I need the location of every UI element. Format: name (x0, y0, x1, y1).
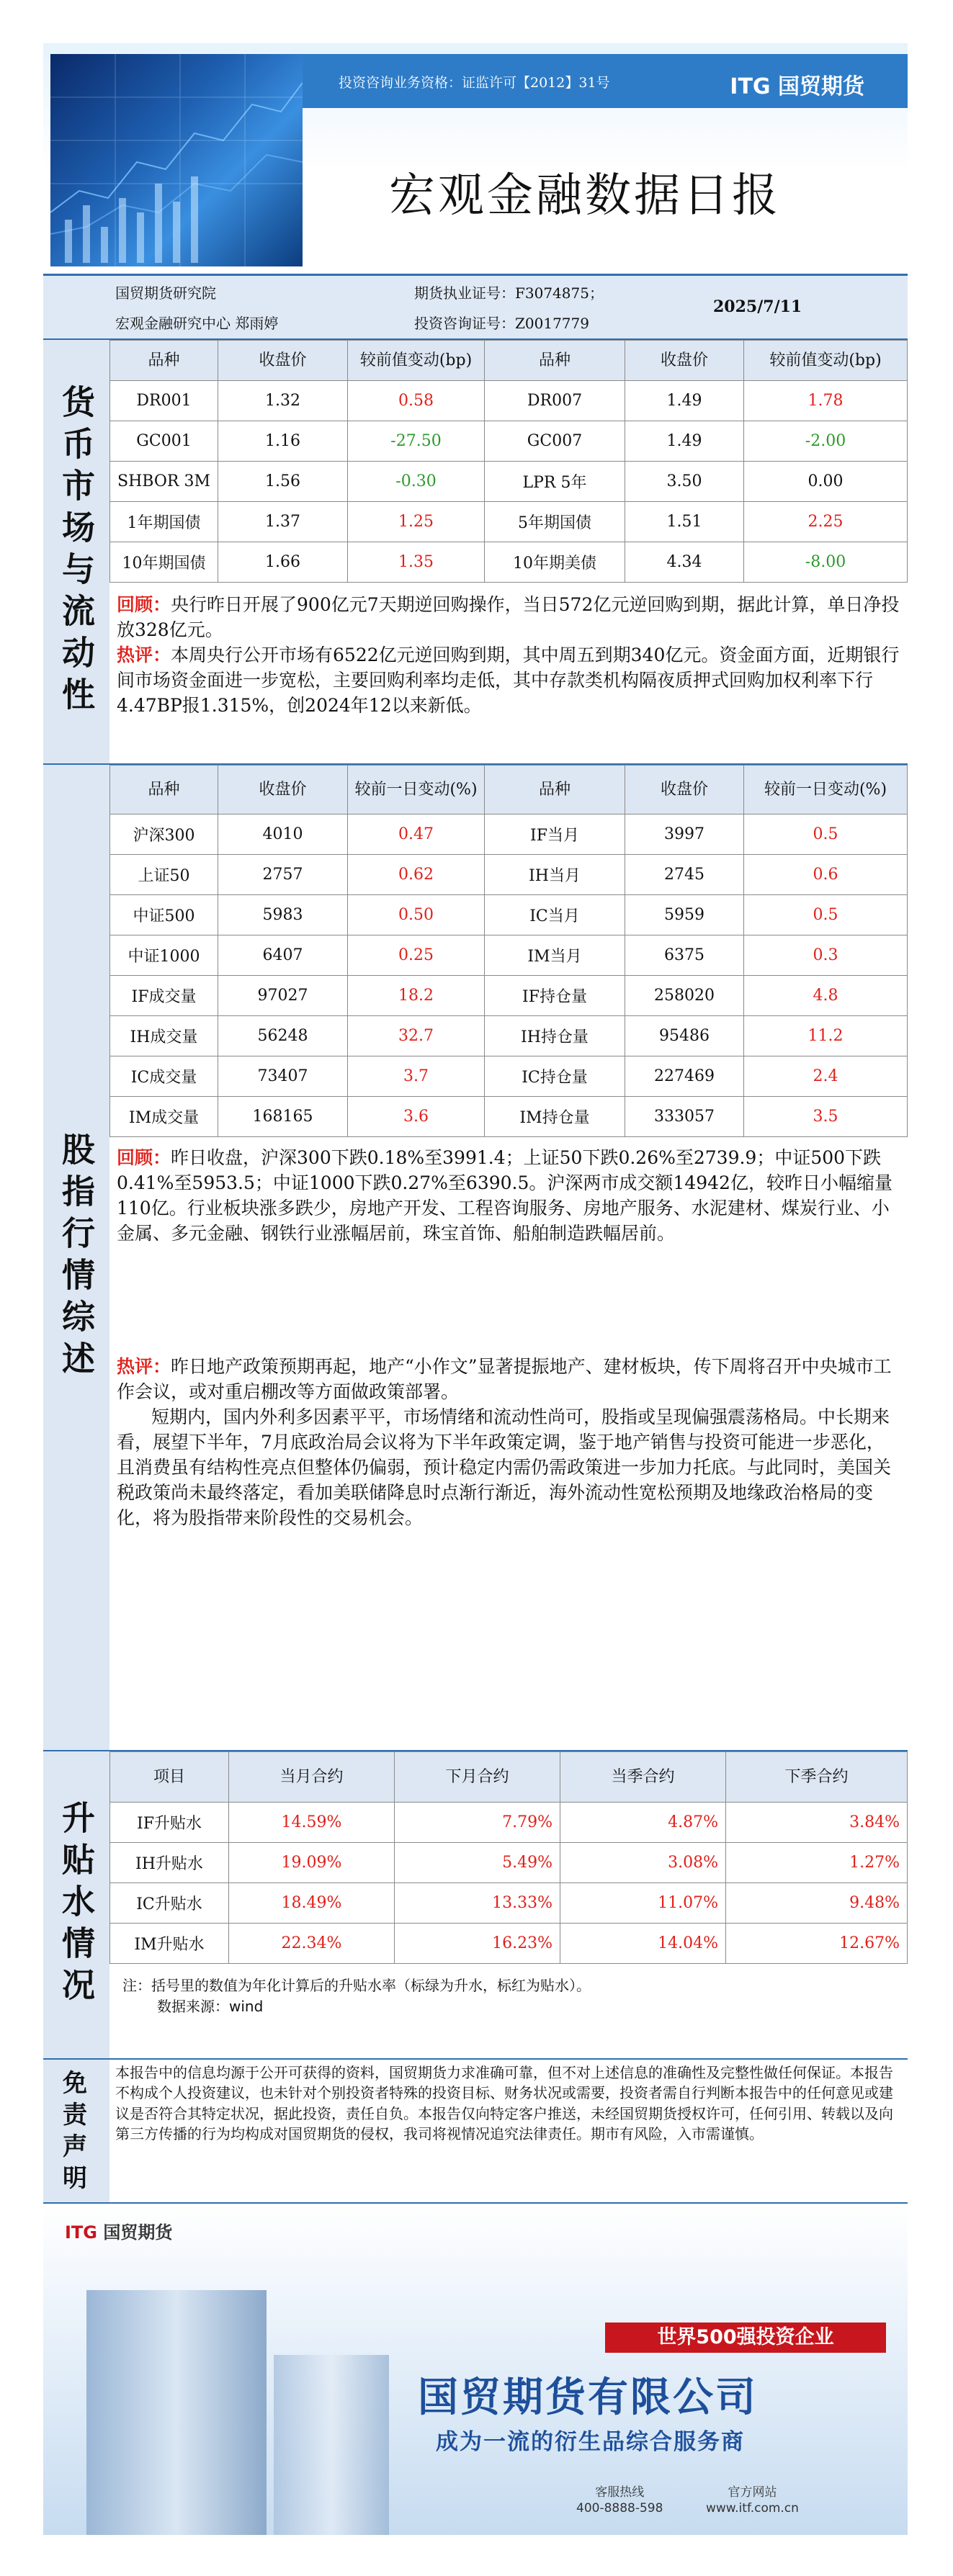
cell: IM升贴水 (110, 1924, 229, 1964)
cell: 97027 (218, 976, 348, 1016)
col-header: 较前一日变动(%) (348, 766, 485, 814)
cell: 1年期国债 (110, 502, 218, 542)
cell: 258020 (625, 976, 744, 1016)
cell: 3.7 (348, 1056, 485, 1097)
review-label: 回顾： (117, 1147, 171, 1168)
cell: 7.79% (395, 1803, 560, 1843)
cell: 12.67% (726, 1924, 908, 1964)
col-header: 当季合约 (560, 1752, 726, 1803)
table-row (110, 1883, 908, 1924)
cell: IC当月 (485, 895, 625, 935)
cell: 0.00 (744, 462, 908, 502)
col-header: 项目 (110, 1752, 229, 1803)
cell: 1.25 (348, 502, 485, 542)
money-market-table (109, 340, 908, 583)
table-row (110, 1016, 908, 1056)
cell: 2757 (218, 855, 348, 895)
cell: 19.09% (229, 1843, 395, 1883)
col-header: 品种 (485, 766, 625, 814)
cell: 0.25 (348, 935, 485, 976)
table-row (110, 895, 908, 935)
cell: 3.08% (560, 1843, 726, 1883)
cell: 0.58 (348, 381, 485, 421)
cell: GC001 (110, 421, 218, 462)
cell: IC成交量 (110, 1056, 218, 1097)
cell: IC持仓量 (485, 1056, 625, 1097)
cell: 1.51 (625, 502, 744, 542)
cell: 14.59% (229, 1803, 395, 1843)
cell: 5.49% (395, 1843, 560, 1883)
cell: -8.00 (744, 542, 908, 583)
cell: 3.6 (348, 1097, 485, 1137)
cell: 1.56 (218, 462, 348, 502)
cell: 0.3 (744, 935, 908, 976)
institute: 国贸期货研究院 (115, 284, 216, 302)
cell: 1.32 (218, 381, 348, 421)
comment-text: 昨日地产政策预期再起，地产“小作文”显著提振地产、建材板块，传下周将召开中央城市工作会议，或对重启棚改等方面做政策部署。 (117, 1356, 892, 1402)
table-row (110, 381, 908, 421)
stock-index-table (109, 765, 908, 1137)
cell: 上证50 (110, 855, 218, 895)
header-image (50, 54, 303, 266)
review-label: 回顾： (117, 594, 171, 615)
disclaimer-text: 本报告中的信息均源于公开可获得的资料，国贸期货力求准确可靠，但不对上述信息的准确性及完整性做任何保证。本报告不构成个人投资建议，也未针对个别投资者特殊的投资目标、财务状况或需要，投资者需自行判断本报告中的任何意见或建议是否符合其特定状况，据此投资，责任自负。本报告仅向特定客户推送，未经国贸期货授权许可，任何引用、转载以及向第三方传播的行为均构成对国贸期货的侵权，我司将视情况追究法律责任。期市有风险，入市需谨慎。 (115, 2064, 893, 2143)
cell: 168165 (218, 1097, 348, 1137)
cell: 95486 (625, 1016, 744, 1056)
comment-label: 热评： (117, 645, 171, 665)
cell: 中证1000 (110, 935, 218, 976)
cell: 4.8 (744, 976, 908, 1016)
cell: 1.78 (744, 381, 908, 421)
cell: 5年期国债 (485, 502, 625, 542)
cell: 3.50 (625, 462, 744, 502)
cell: 0.5 (744, 895, 908, 935)
cell: 2745 (625, 855, 744, 895)
col-header: 下季合约 (726, 1752, 908, 1803)
cell: 16.23% (395, 1924, 560, 1964)
review-text: 央行昨日开展了900亿元7天期逆回购操作，当日572亿元逆回购到期，据此计算，单日净投放328亿元。 (117, 594, 900, 640)
cell: DR001 (110, 381, 218, 421)
col-header: 收盘价 (218, 341, 348, 381)
table-row (110, 935, 908, 976)
col-header: 较前一日变动(%) (744, 766, 908, 814)
cell: 227469 (625, 1056, 744, 1097)
cell: 中证500 (110, 895, 218, 935)
cell: 73407 (218, 1056, 348, 1097)
col-header: 下月合约 (395, 1752, 560, 1803)
cell: 1.35 (348, 542, 485, 583)
cell: 4.87% (560, 1803, 726, 1843)
cell: 11.07% (560, 1883, 726, 1924)
table-row (110, 814, 908, 855)
stock-index-commentary (109, 1139, 908, 1748)
cell: 2.25 (744, 502, 908, 542)
cell: 5959 (625, 895, 744, 935)
cell: 32.7 (348, 1016, 485, 1056)
cell: 1.37 (218, 502, 348, 542)
col-header: 较前值变动(bp) (744, 341, 908, 381)
cell: IM持仓量 (485, 1097, 625, 1137)
col-header: 收盘价 (625, 766, 744, 814)
cell: IH持仓量 (485, 1016, 625, 1056)
comment-text: 本周央行公开市场有6522亿元逆回购到期，其中周五到期340亿元。资金面方面，近期银行间市场资金面进一步宽松，主要回购利率均走低，其中存款类机构隔夜质押式回购加权利率下行4.47BP报1.315%，创2024年12以来新低。 (117, 645, 900, 716)
cell: IH成交量 (110, 1016, 218, 1056)
cell: 11.2 (744, 1016, 908, 1056)
cell: IF成交量 (110, 976, 218, 1016)
cell: LPR 5年 (485, 462, 625, 502)
table-row (110, 976, 908, 1016)
company-name: 国贸期货有限公司 (418, 2374, 758, 2421)
basis-note (109, 1971, 908, 2021)
cell: IH升贴水 (110, 1843, 229, 1883)
note-text: 注：括号里的数值为年化计算后的升贴水率（标绿为升水，标红为贴水）。 (122, 1977, 591, 1994)
section-label: 升贴水情况 (43, 1751, 109, 2058)
section-disclaimer (43, 2060, 908, 2204)
cell: 3.5 (744, 1097, 908, 1137)
cell: IH当月 (485, 855, 625, 895)
basis-table (109, 1751, 908, 1964)
hotline: 客服热线 400-8888-598 (576, 2485, 663, 2516)
header-bar (303, 54, 908, 108)
table-row (110, 462, 908, 502)
col-header: 收盘价 (625, 341, 744, 381)
cell: -0.30 (348, 462, 485, 502)
table-row (110, 1924, 908, 1964)
research-center: 宏观金融研究中心 郑雨婷 (115, 315, 279, 332)
cell: -27.50 (348, 421, 485, 462)
cell: 1.66 (218, 542, 348, 583)
company-slogan: 成为一流的衍生品综合服务商 (436, 2429, 745, 2455)
advisory-number: 投资咨询证号：Z0017779 (414, 315, 589, 332)
col-header: 较前值变动(bp) (348, 341, 485, 381)
cell: 56248 (218, 1016, 348, 1056)
cell: 333057 (625, 1097, 744, 1137)
col-header: 品种 (110, 766, 218, 814)
report-date: 2025/7/11 (713, 297, 802, 316)
cell: 6407 (218, 935, 348, 976)
comment-label: 热评： (117, 1356, 171, 1377)
cell: IF当月 (485, 814, 625, 855)
cell: 0.47 (348, 814, 485, 855)
cell: 22.34% (229, 1924, 395, 1964)
col-header: 品种 (110, 341, 218, 381)
cell: 0.50 (348, 895, 485, 935)
cell: IF持仓量 (485, 976, 625, 1016)
cell: 0.6 (744, 855, 908, 895)
cell: 5983 (218, 895, 348, 935)
col-header: 收盘价 (218, 766, 348, 814)
cell: SHBOR 3M (110, 462, 218, 502)
section-label: 免责声明 (43, 2060, 109, 2202)
review-text: 昨日收盘，沪深300下跌0.18%至3991.4；上证50下跌0.26%至2739.9；中证500下跌0.41%至5953.5；中证1000下跌0.27%至6390.5。沪深两市成交额14942亿，较昨日小幅缩量110亿。行业板块涨多跌少，房地产开发、工程咨询服务、房地产服务、水泥建材、煤炭行业、小金属、多元金融、钢铁行业涨幅居前，珠宝首饰、船舶制造跌幅居前。 (117, 1147, 892, 1244)
cell: IC升贴水 (110, 1883, 229, 1924)
report-header (43, 43, 908, 274)
section-label: 股指行情综述 (43, 765, 109, 1750)
cell: 1.49 (625, 421, 744, 462)
cell: 4010 (218, 814, 348, 855)
table-row (110, 855, 908, 895)
table-row (110, 1056, 908, 1097)
cell: IM成交量 (110, 1097, 218, 1137)
website: 官方网站 www.itf.com.cn (706, 2485, 799, 2516)
cell: 2.4 (744, 1056, 908, 1097)
cell: 18.49% (229, 1883, 395, 1924)
building-image (86, 2290, 267, 2535)
section-basis (43, 1751, 908, 2060)
cell: IM当月 (485, 935, 625, 976)
cell: 0.62 (348, 855, 485, 895)
table-row (110, 421, 908, 462)
cell: 1.16 (218, 421, 348, 462)
cell: 9.48% (726, 1883, 908, 1924)
section-stock-index (43, 765, 908, 1751)
cell: 18.2 (348, 976, 485, 1016)
building-image (274, 2355, 389, 2535)
report-page (43, 43, 908, 2535)
cell: IF升贴水 (110, 1803, 229, 1843)
comment-text-2: 短期内，国内外利多因素平平，市场情绪和流动性尚可，股指或呈现偏强震荡格局。中长期来看，展望下半年，7月底政治局会议将为下半年政策定调，鉴于地产销售与投资可能进一步恶化，且消费虽有结构性亮点但整体仍偏弱，预计稳定内需仍需政策进一步加力托底。与此同时，美国关税政策尚未最终落定，看加美联储降息时点渐行渐近，海外流动性宽松预期及地缘政治格局的变化，将为股指带来阶段性的交易机会。 (117, 1406, 892, 1528)
cell: 3.84% (726, 1803, 908, 1843)
license-number: 期货执业证号：F3074875； (414, 284, 604, 302)
fortune-badge: 世界500强投资企业 (605, 2323, 886, 2353)
cell: 13.33% (395, 1883, 560, 1924)
source-text: 数据来源：wind (157, 1998, 264, 2015)
cell: GC007 (485, 421, 625, 462)
cell: 1.27% (726, 1843, 908, 1883)
money-market-commentary (109, 586, 908, 763)
footer-logo: ITG 国贸期货 (65, 2222, 173, 2243)
col-header: 当月合约 (229, 1752, 395, 1803)
cell: 10年期国债 (110, 542, 218, 583)
brand-logo: ITG 国贸期货 (730, 74, 864, 99)
license-text: 投资咨询业务资格：证监许可【2012】31号 (339, 75, 610, 91)
section-money-market (43, 340, 908, 765)
cell: 3997 (625, 814, 744, 855)
table-row (110, 502, 908, 542)
report-title: 宏观金融数据日报 (389, 169, 781, 223)
table-row (110, 542, 908, 583)
cell: 4.34 (625, 542, 744, 583)
cell: 6375 (625, 935, 744, 976)
cell: -2.00 (744, 421, 908, 462)
table-row (110, 1803, 908, 1843)
report-meta (43, 274, 908, 340)
footer-banner (43, 2204, 908, 2535)
section-label: 货币市场与流动性 (43, 340, 109, 763)
cell: 14.04% (560, 1924, 726, 1964)
cell: 1.49 (625, 381, 744, 421)
col-header: 品种 (485, 341, 625, 381)
cell: 0.5 (744, 814, 908, 855)
table-row (110, 1097, 908, 1137)
cell: DR007 (485, 381, 625, 421)
cell: 10年期美债 (485, 542, 625, 583)
table-row (110, 1843, 908, 1883)
cell: 沪深300 (110, 814, 218, 855)
